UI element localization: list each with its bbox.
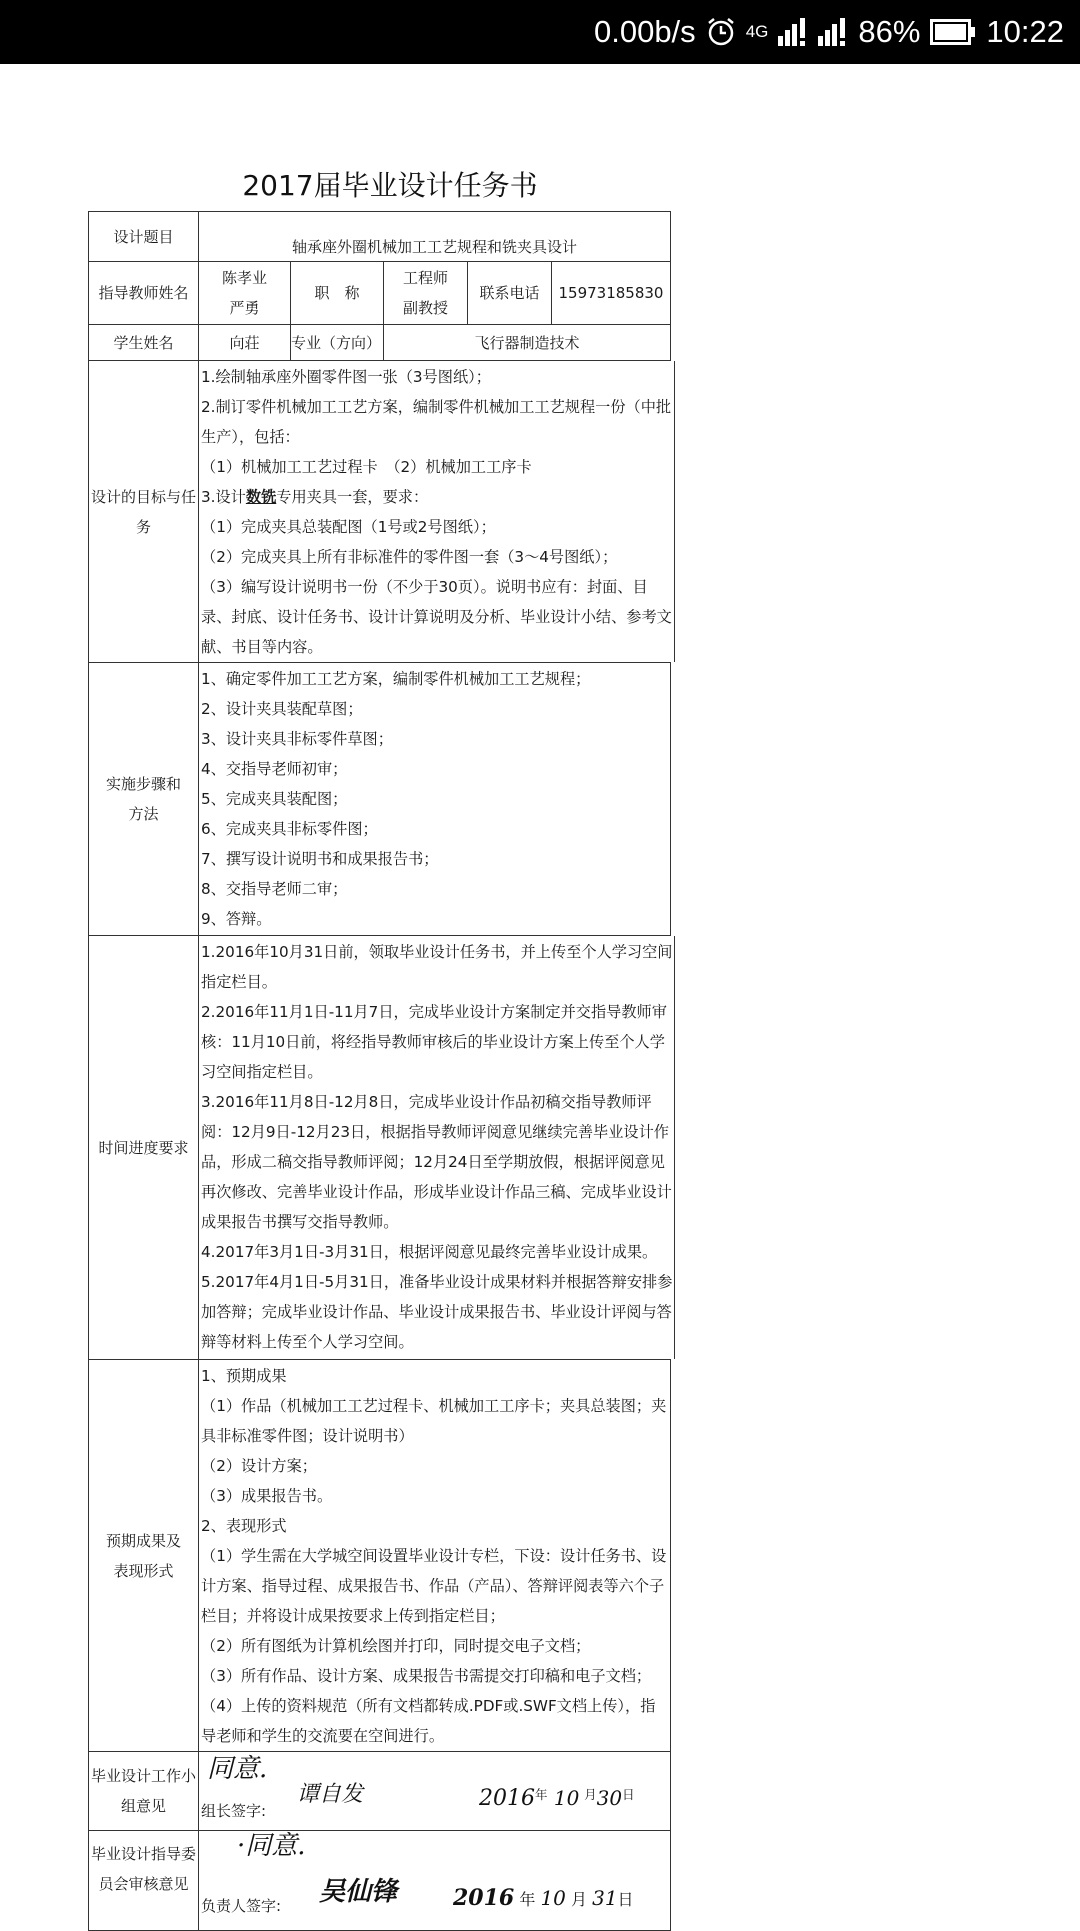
- task-table: [88, 211, 671, 1931]
- date-year: 2016: [453, 1885, 515, 1911]
- goals-row: [89, 361, 671, 663]
- committee-opinion-content: [199, 1831, 671, 1930]
- teacher-label: 指导教师姓名: [89, 262, 199, 324]
- text-line: （2）设计方案；: [201, 1457, 317, 1475]
- text-line: （3）所有作品、设计方案、成果报告书需提交打印稿和电子文档；: [201, 1667, 652, 1685]
- text-line: 8、交指导老师二审；: [201, 880, 348, 898]
- text-line: 成果报告书撰写交指导教师。: [201, 1213, 399, 1231]
- date-unit: 日: [617, 1890, 634, 1909]
- text-line: （1）完成夹具总装配图（1号或2号图纸）；: [201, 518, 496, 536]
- committee-opinion-row: [89, 1831, 671, 1931]
- text-line: 2.2016年11月1日-11月7日，完成毕业设计方案制定并交指导教师审: [201, 1003, 667, 1021]
- date-unit: 日: [622, 1787, 635, 1802]
- text-line: 5.2017年4月1日-5月31日，准备毕业设计成果材料并根据答辩安排参: [201, 1273, 673, 1291]
- date-month: 10: [540, 1886, 566, 1910]
- text-line: 9、答辩。: [201, 910, 272, 928]
- handwritten-opinion: 同意.: [207, 1754, 268, 1784]
- goals-label: [89, 361, 199, 662]
- text-line: 1、确定零件加工工艺方案，编制零件机械加工工艺规程；: [201, 670, 591, 688]
- steps-content: [199, 663, 671, 935]
- text-line: （4）上传的资料规范（所有文档都转成.PDF或.SWF文档上传），指: [201, 1697, 656, 1715]
- goals-content: [199, 361, 675, 662]
- major-value: 飞行器制造技术: [384, 325, 671, 360]
- label-line: 毕业设计工作小: [90, 1767, 196, 1785]
- label-line: 时间进度要求: [98, 1138, 189, 1157]
- text-line: 1、预期成果: [201, 1367, 287, 1385]
- signature: 谭自发: [297, 1782, 364, 1807]
- label-line: 设计的目标与任: [90, 487, 196, 506]
- battery-icon: [930, 19, 976, 45]
- text-line: 习空间指定栏目。: [201, 1063, 323, 1081]
- phone-label: 联系电话: [468, 262, 552, 324]
- text-line: （2）完成夹具上所有非标准件的零件图一套（3～4号图纸）；: [201, 548, 618, 566]
- text-line: （3）成果报告书。: [201, 1487, 333, 1505]
- net-speed: 0.00b/s: [593, 14, 696, 49]
- text-line: 2、表现形式: [201, 1517, 287, 1535]
- text-line: 2.制订零件机械加工工艺方案，编制零件机械加工工艺规程一份（中批: [201, 398, 672, 416]
- outcomes-label: [89, 1360, 199, 1751]
- date-unit: 月: [570, 1890, 587, 1909]
- clock: 10:22: [986, 14, 1064, 49]
- date-unit: 年: [519, 1890, 536, 1909]
- text-line: 指定栏目。: [201, 973, 277, 991]
- text-line: 品，形成二稿交指导教师评阅；12月24日至学期放假，根据评阅意见: [201, 1153, 665, 1171]
- date-unit: 月: [584, 1787, 597, 1802]
- text-line: 导老师和学生的交流要在空间进行。: [201, 1727, 444, 1745]
- text-line: 生产），包括：: [201, 428, 300, 446]
- text-line: 2、设计夹具装配草图；: [201, 700, 363, 718]
- teacher-name: 陈孝业: [221, 269, 267, 287]
- text-line: 1.2016年10月31日前，领取毕业设计任务书，并上传至个人学习空间: [201, 943, 673, 961]
- major-label: 专业（方向）: [291, 325, 384, 360]
- label-line: 毕业设计指导委: [90, 1845, 196, 1863]
- rank-value: 副教授: [402, 299, 448, 317]
- signed-date: [453, 1883, 634, 1915]
- outcomes-content: [199, 1360, 671, 1751]
- schedule-label: [89, 936, 199, 1359]
- emphasis-text: 数铣: [245, 488, 277, 506]
- text-line: 3.2016年11月8日-12月8日，完成毕业设计作品初稿交指导教师评: [201, 1093, 652, 1111]
- text-line: 录、封底、设计任务书、设计计算说明及分析、毕业设计小结、参考文: [201, 608, 672, 626]
- text-line: （3）编写设计说明书一份（不少于30页）。说明书应有：封面、目: [201, 578, 648, 596]
- text-line: 7、撰写设计说明书和成果报告书；: [201, 850, 439, 868]
- group-opinion-label: [89, 1752, 199, 1830]
- text-line: （1）作品（机械加工工艺过程卡、机械加工工序卡；夹具总装图；夹: [201, 1397, 667, 1415]
- teacher-name: 严勇: [229, 299, 260, 317]
- teacher-row: [89, 262, 671, 325]
- teacher-names: [199, 262, 291, 324]
- outcomes-row: [89, 1360, 671, 1752]
- rank-values: [384, 262, 468, 324]
- label-line: 组意见: [120, 1797, 166, 1815]
- text-line: 献、书目等内容。: [201, 638, 323, 656]
- date-day: 30: [596, 1786, 623, 1810]
- steps-row: [89, 663, 671, 936]
- label-line: 预期成果及: [105, 1531, 181, 1550]
- handwritten-opinion: ·同意.: [237, 1831, 306, 1861]
- text-line: 阅：12月9日-12月23日，根据指导教师评阅意见继续完善毕业设计作: [201, 1123, 669, 1141]
- label-line: 表现形式: [113, 1561, 174, 1580]
- label-line: 方法: [128, 805, 159, 823]
- signature: 吴仙锋: [319, 1877, 398, 1907]
- text-line: [201, 482, 672, 512]
- text-line: 5、完成夹具装配图；: [201, 790, 348, 808]
- committee-opinion-label: [89, 1831, 199, 1930]
- network-type: 4G: [745, 22, 769, 41]
- student-label: 学生姓名: [89, 325, 199, 360]
- student-row: [89, 325, 671, 361]
- label-line: 实施步骤和: [105, 775, 181, 793]
- schedule-content: [199, 936, 675, 1359]
- signal-icon: [818, 18, 848, 46]
- text-line: 6、完成夹具非标零件图；: [201, 820, 378, 838]
- date-month: 10: [553, 1786, 580, 1810]
- text-line: （1）机械加工工艺过程卡 （2）机械加工工序卡: [201, 458, 532, 476]
- status-bar: [0, 0, 1080, 64]
- text-part: 3.设计: [201, 488, 246, 506]
- battery-percent: 86%: [858, 14, 921, 49]
- text-line: 4、交指导老师初审；: [201, 760, 348, 778]
- sign-label: 组长签字:: [201, 1802, 267, 1820]
- schedule-row: [89, 936, 671, 1360]
- text-part: 专用夹具一套，要求：: [276, 488, 429, 506]
- text-line: 计方案、指导过程、成果报告书、作品（产品）、答辩评阅表等六个子: [201, 1577, 665, 1595]
- text-line: 1.绘制轴承座外圈零件图一张（3号图纸）；: [201, 368, 491, 386]
- rank-label: 职 称: [291, 262, 384, 324]
- group-opinion-content: [199, 1752, 671, 1830]
- topic-value: 轴承座外圈机械加工工艺规程和铣夹具设计: [199, 212, 671, 261]
- signal-icon: [778, 18, 808, 46]
- text-line: 4.2017年3月1日-3月31日，根据评阅意见最终完善毕业设计成果。: [201, 1243, 658, 1261]
- date-day: 31: [592, 1886, 618, 1910]
- text-line: 核：11月10日前，将经指导教师审核后的毕业设计方案上传至个人学: [201, 1033, 665, 1051]
- text-line: 加答辩；完成毕业设计作品、毕业设计成果报告书、毕业设计评阅与答: [201, 1303, 672, 1321]
- topic-label: 设计题目: [89, 212, 199, 261]
- date-year: 2016: [479, 1786, 535, 1811]
- group-opinion-row: [89, 1752, 671, 1831]
- sign-label: 负责人签字:: [201, 1897, 282, 1915]
- label-line: 务: [135, 517, 151, 536]
- text-line: 再次修改、完善毕业设计作品，形成毕业设计作品三稿、完成毕业设计: [201, 1183, 672, 1201]
- phone-value: 15973185830: [552, 262, 671, 324]
- document-title: 2017届毕业设计任务书: [242, 169, 538, 202]
- text-line: （1）学生需在大学城空间设置毕业设计专栏，下设：设计任务书、设: [201, 1547, 667, 1565]
- text-line: 辩等材料上传至个人学习空间。: [201, 1333, 414, 1351]
- student-value: 向荘: [199, 325, 291, 360]
- label-line: 员会审核意见: [98, 1875, 189, 1893]
- topic-row: [89, 212, 671, 262]
- signed-date: [479, 1780, 635, 1815]
- steps-label: [89, 663, 199, 935]
- date-unit: 年: [535, 1787, 548, 1802]
- text-line: （2）所有图纸为计算机绘图并打印，同时提交电子文档；: [201, 1637, 591, 1655]
- text-line: 具非标准零件图；设计说明书）: [201, 1427, 414, 1445]
- text-line: 栏目；并将设计成果按要求上传到指定栏目；: [201, 1607, 505, 1625]
- rank-value: 工程师: [402, 269, 448, 287]
- alarm-icon: [706, 17, 736, 47]
- text-line: 3、设计夹具非标零件草图；: [201, 730, 393, 748]
